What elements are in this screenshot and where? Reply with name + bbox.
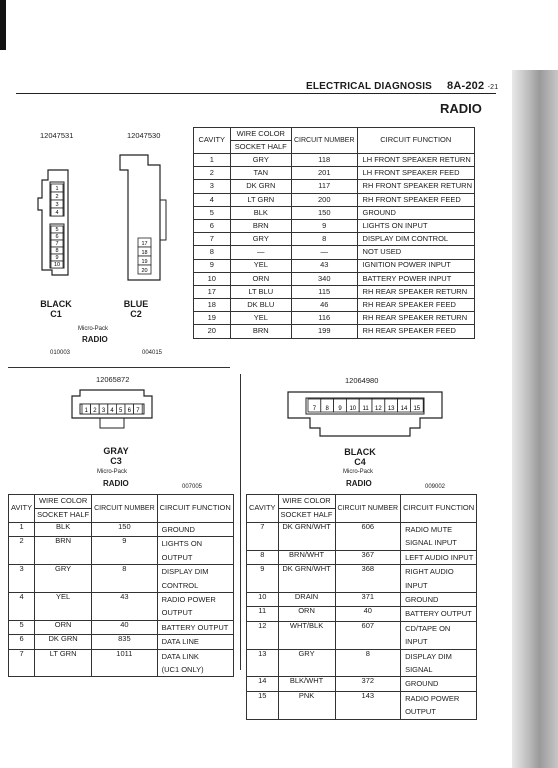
pin-number: 13: [387, 406, 395, 412]
cavity-cell: 5: [194, 206, 231, 219]
pin-number: 5: [55, 227, 59, 233]
table-row: [247, 649, 477, 677]
table-row: [9, 565, 234, 593]
cavity-cell: 10: [247, 593, 279, 607]
wire-color-cell: YEL: [35, 593, 92, 621]
table-row: [194, 206, 475, 219]
table-row: [194, 272, 475, 285]
wire-color-cell: YEL: [230, 259, 291, 272]
table-row: [247, 565, 477, 593]
circuit-function-cell: [157, 537, 233, 565]
circuit-number-cell: 43: [291, 259, 357, 272]
pin-number: 8: [325, 406, 329, 412]
circuit-function-line: OUTPUT: [405, 707, 436, 717]
circuit-function-cell: [401, 621, 477, 649]
table-row: [247, 677, 477, 691]
circuit-function-line: SIGNAL: [405, 665, 433, 675]
circuit-function-cell: [401, 523, 477, 551]
circuit-number-cell: —: [291, 246, 357, 259]
circuit-number-cell: 143: [335, 691, 401, 719]
section-title: ELECTRICAL DIAGNOSIS: [306, 81, 433, 92]
circuit-function-cell: DISPLAY DIM CONTROL: [357, 233, 474, 246]
pin-number: 3: [101, 408, 106, 414]
wire-color-cell: DK GRN/WHT: [278, 565, 335, 593]
pin-number: 6: [127, 408, 131, 414]
c1-c2-system: RADIO: [82, 335, 108, 344]
wire-color-cell: BLK: [35, 523, 92, 537]
column-divider: [240, 374, 241, 670]
circuit-function-line: OUTPUT: [161, 552, 193, 562]
c3-code: 007005: [182, 484, 203, 490]
circuit-function-line: BATTERY OUTPUT: [161, 622, 229, 632]
circuit-number-cell: 115: [291, 285, 357, 298]
table-row: [194, 299, 475, 312]
col-socket-half: SOCKET HALF: [35, 509, 92, 523]
circuit-function-cell: [401, 565, 477, 593]
cavity-cell: 18: [194, 299, 231, 312]
circuit-function-cell: [401, 550, 477, 564]
cavity-cell: 19: [194, 312, 231, 325]
wire-color-cell: GRY: [35, 565, 92, 593]
circuit-function-cell: [157, 620, 233, 634]
circuit-function-line: DISPLAY DIM: [405, 651, 452, 661]
circuit-function-cell: RH REAR SPEAKER FEED: [357, 325, 474, 338]
circuit-number-cell: 340: [291, 272, 357, 285]
circuit-function-cell: RH REAR SPEAKER RETURN: [357, 285, 474, 298]
cavity-cell: 7: [9, 649, 35, 677]
pin-number: 17: [141, 241, 148, 247]
c1-c2-type: Micro-Pack: [78, 326, 109, 332]
circuit-number-cell: 606: [335, 523, 401, 551]
table-row: [9, 537, 234, 565]
col-cavity: CAVITY: [247, 495, 279, 523]
col-cavity: AVITY: [9, 495, 35, 523]
c1-pin-labels: [51, 184, 63, 268]
cavity-cell: 7: [194, 233, 231, 246]
table-row: [9, 620, 234, 634]
cavity-cell: 11: [247, 607, 279, 621]
col-socket-half: SOCKET HALF: [278, 509, 335, 523]
wire-color-cell: GRY: [278, 649, 335, 677]
c3-connector-diagram: [66, 386, 158, 436]
c2-code: 004015: [142, 350, 163, 356]
circuit-number-cell: 835: [92, 635, 158, 649]
c3-table: [8, 494, 234, 677]
circuit-function-cell: [401, 649, 477, 677]
circuit-number-cell: 1011: [92, 649, 158, 677]
page-title: RADIO: [440, 101, 482, 116]
wire-color-cell: GRY: [230, 233, 291, 246]
circuit-function-cell: LIGHTS ON INPUT: [357, 219, 474, 232]
c4-type: Micro-Pack: [343, 469, 374, 475]
c1-c2-connector-diagram: [20, 140, 180, 290]
c1-label: BLACK C1: [40, 299, 72, 320]
circuit-number-cell: 9: [92, 537, 158, 565]
circuit-number-cell: 199: [291, 325, 357, 338]
cavity-cell: 1: [9, 523, 35, 537]
binding-shadow: [0, 0, 6, 50]
table-row: [247, 607, 477, 621]
wire-color-cell: BRN: [35, 537, 92, 565]
table-row: [194, 193, 475, 206]
circuit-function-cell: [401, 677, 477, 691]
circuit-number-cell: 118: [291, 154, 357, 167]
circuit-function-cell: [157, 523, 233, 537]
cavity-cell: 3: [9, 565, 35, 593]
wire-color-cell: DK BLU: [230, 299, 291, 312]
table-row: [194, 233, 475, 246]
wire-color-cell: PNK: [278, 691, 335, 719]
circuit-number-cell: 372: [335, 677, 401, 691]
table-row: [9, 635, 234, 649]
circuit-function-line: LIGHTS ON: [161, 539, 203, 549]
circuit-number-cell: 607: [335, 621, 401, 649]
circuit-number-cell: 200: [291, 193, 357, 206]
circuit-number-cell: 8: [335, 649, 401, 677]
wire-color-cell: TAN: [230, 167, 291, 180]
page-edge-shadow: [512, 70, 558, 768]
pin-number: 9: [338, 406, 342, 412]
circuit-number-cell: 117: [291, 180, 357, 193]
section-divider: [8, 367, 230, 368]
cavity-cell: 4: [9, 593, 35, 621]
pin-number: 10: [53, 262, 61, 268]
c4-part-number: 12064980: [345, 376, 379, 385]
table-row: [194, 312, 475, 325]
cavity-cell: 6: [194, 219, 231, 232]
wire-color-cell: YEL: [230, 312, 291, 325]
circuit-function-cell: LH FRONT SPEAKER FEED: [357, 167, 474, 180]
circuit-function-cell: [401, 593, 477, 607]
pin-number: 5: [119, 408, 123, 414]
circuit-number-cell: 8: [291, 233, 357, 246]
col-wire-color: WIRE COLOR: [35, 495, 92, 509]
pin-number: 1: [84, 408, 88, 414]
circuit-function-line: GROUND: [161, 525, 195, 534]
circuit-function-line: OUTPUT: [161, 608, 193, 618]
wire-color-cell: DK GRN/WHT: [278, 523, 335, 551]
cavity-cell: 2: [194, 167, 231, 180]
c4-connector-diagram: [280, 384, 450, 444]
circuit-number-cell: 368: [335, 565, 401, 593]
table-row: [247, 621, 477, 649]
circuit-number-cell: 46: [291, 299, 357, 312]
pin-number: 7: [55, 241, 59, 247]
table-row: [9, 649, 234, 677]
circuit-number-cell: 367: [335, 550, 401, 564]
table-row: [247, 691, 477, 719]
c1-c2-table: [193, 127, 475, 339]
pin-number: 8: [55, 248, 59, 254]
circuit-function-cell: [401, 691, 477, 719]
circuit-number-cell: 201: [291, 167, 357, 180]
c1-code: 010003: [50, 350, 71, 356]
circuit-number-cell: 371: [335, 593, 401, 607]
c3-part-number: 12065872: [96, 375, 130, 384]
circuit-function-line: RIGHT AUDIO: [405, 567, 454, 577]
cavity-cell: 3: [194, 180, 231, 193]
table-row: [194, 167, 475, 180]
circuit-function-line: BATTERY OUTPUT: [405, 609, 472, 619]
wire-color-cell: WHT/BLK: [278, 621, 335, 649]
table-row: [247, 550, 477, 564]
wire-color-cell: DK GRN: [230, 180, 291, 193]
pin-number: 15: [413, 406, 421, 412]
pin-number: 9: [55, 255, 59, 261]
col-circuit-function: CIRCUIT FUNCTION: [157, 495, 233, 523]
pin-number: 3: [55, 202, 59, 208]
circuit-number-cell: 8: [92, 565, 158, 593]
header-rule: [16, 93, 496, 94]
circuit-function-line: (UC1 ONLY): [161, 665, 204, 675]
circuit-function-cell: NOT USED: [357, 246, 474, 259]
cavity-cell: 2: [9, 537, 35, 565]
cavity-cell: 12: [247, 621, 279, 649]
pin-number: 14: [400, 406, 408, 412]
wire-color-cell: BRN: [230, 325, 291, 338]
cavity-cell: 4: [194, 193, 231, 206]
circuit-number-cell: 40: [335, 607, 401, 621]
pin-number: 7: [136, 408, 140, 414]
cavity-cell: 13: [247, 649, 279, 677]
cavity-cell: 9: [194, 259, 231, 272]
circuit-function-cell: RH REAR SPEAKER RETURN: [357, 312, 474, 325]
cavity-cell: 7: [247, 523, 279, 551]
col-cavity: CAVITY: [194, 128, 231, 154]
wire-color-cell: LT BLU: [230, 285, 291, 298]
col-circuit-function: CIRCUIT FUNCTION: [357, 128, 474, 154]
c4-table: [246, 494, 477, 720]
page-header: [306, 80, 498, 92]
wire-color-cell: BRN/WHT: [278, 550, 335, 564]
circuit-function-cell: IGNITION POWER INPUT: [357, 259, 474, 272]
c2-part-number: 12047530: [127, 131, 161, 140]
cavity-cell: 10: [194, 272, 231, 285]
cavity-cell: 8: [194, 246, 231, 259]
c3-label: GRAY C3: [103, 446, 129, 467]
cavity-cell: 14: [247, 677, 279, 691]
cavity-cell: 8: [247, 550, 279, 564]
circuit-function-line: RADIO MUTE: [405, 525, 453, 534]
circuit-function-line: GROUND: [405, 679, 439, 689]
wire-color-cell: LT GRN: [230, 193, 291, 206]
wire-color-cell: DRAIN: [278, 593, 335, 607]
circuit-function-cell: GROUND: [357, 206, 474, 219]
wire-color-cell: BRN: [230, 219, 291, 232]
pin-number: 10: [349, 406, 357, 412]
c2-label: BLUE C2: [123, 299, 149, 320]
pin-number: 12: [375, 406, 382, 412]
circuit-number-cell: 40: [92, 620, 158, 634]
circuit-function-line: RADIO POWER: [161, 595, 216, 605]
table-row: [247, 523, 477, 551]
circuit-function-line: LEFT AUDIO INPUT: [405, 552, 474, 562]
pin-number: 19: [141, 259, 148, 265]
table-row: [194, 259, 475, 272]
wire-color-cell: BLK: [230, 206, 291, 219]
circuit-function-line: INPUT: [405, 580, 428, 590]
pin-number: 11: [362, 406, 369, 412]
cavity-cell: 6: [9, 635, 35, 649]
col-circuit-number: CIRCUIT NUMBER: [291, 128, 357, 154]
circuit-function-line: DATA LINE: [161, 637, 199, 647]
c4-pin-labels: [308, 399, 423, 412]
circuit-function-cell: BATTERY POWER INPUT: [357, 272, 474, 285]
col-socket-half: SOCKET HALF: [230, 141, 291, 154]
circuit-function-line: CD/TAPE ON: [405, 623, 451, 633]
wire-color-cell: —: [230, 246, 291, 259]
table-row: [194, 285, 475, 298]
circuit-function-line: DISPLAY DIM: [161, 567, 209, 577]
cavity-cell: 20: [194, 325, 231, 338]
circuit-function-cell: [401, 607, 477, 621]
c4-label: BLACK C4: [344, 447, 376, 468]
cavity-cell: 5: [9, 620, 35, 634]
circuit-function-cell: [157, 649, 233, 677]
circuit-number-cell: 150: [291, 206, 357, 219]
circuit-function-cell: [157, 635, 233, 649]
circuit-function-line: CONTROL: [161, 580, 199, 590]
table-row: [247, 593, 477, 607]
circuit-number-cell: 43: [92, 593, 158, 621]
col-circuit-number: CIRCUIT NUMBER: [335, 495, 401, 523]
c3-type: Micro-Pack: [97, 469, 128, 475]
table-row: [194, 246, 475, 259]
table-row: [194, 219, 475, 232]
c4-code: 009002: [425, 484, 446, 490]
circuit-function-cell: LH FRONT SPEAKER RETURN: [357, 154, 474, 167]
col-wire-color: WIRE COLOR: [278, 495, 335, 509]
c1-part-number: 12047531: [40, 131, 74, 140]
pin-number: 1: [55, 186, 59, 192]
c4-system: RADIO: [346, 479, 372, 488]
table-row: [194, 154, 475, 167]
page-number: 8A-202 -21: [447, 80, 499, 92]
pin-number: 4: [55, 210, 59, 216]
c3-pin-labels: [82, 404, 142, 414]
cavity-cell: 1: [194, 154, 231, 167]
circuit-function-line: GROUND: [405, 595, 439, 605]
circuit-function-cell: RH REAR SPEAKER FEED: [357, 299, 474, 312]
wire-color-cell: BLK/WHT: [278, 677, 335, 691]
cavity-cell: 17: [194, 285, 231, 298]
pin-number: 2: [55, 194, 59, 200]
c3-system: RADIO: [103, 479, 129, 488]
table-row: [194, 180, 475, 193]
circuit-function-cell: [157, 565, 233, 593]
col-wire-color: WIRE COLOR: [230, 128, 291, 141]
circuit-number-cell: 150: [92, 523, 158, 537]
pin-number: 20: [141, 268, 148, 274]
wire-color-cell: ORN: [230, 272, 291, 285]
wire-color-cell: LT GRN: [35, 649, 92, 677]
pin-number: 2: [93, 408, 97, 414]
circuit-function-line: RADIO POWER: [405, 693, 460, 703]
circuit-number-cell: 116: [291, 312, 357, 325]
wire-color-cell: ORN: [278, 607, 335, 621]
table-row: [9, 593, 234, 621]
pin-number: 7: [312, 406, 317, 412]
pin-number: 18: [141, 250, 148, 256]
cavity-cell: 15: [247, 691, 279, 719]
circuit-function-cell: RH FRONT SPEAKER RETURN: [357, 180, 474, 193]
table-row: [194, 325, 475, 338]
wire-color-cell: DK GRN: [35, 635, 92, 649]
cavity-cell: 9: [247, 565, 279, 593]
col-circuit-function: CIRCUIT FUNCTION: [401, 495, 477, 523]
circuit-function-line: DATA LINK: [161, 651, 199, 661]
col-circuit-number: CIRCUIT NUMBER: [92, 495, 158, 523]
circuit-function-line: SIGNAL INPUT: [405, 538, 457, 548]
circuit-function-cell: [157, 593, 233, 621]
wire-color-cell: GRY: [230, 154, 291, 167]
wire-color-cell: ORN: [35, 620, 92, 634]
c2-pin-labels: [138, 238, 151, 274]
table-row: [9, 523, 234, 537]
circuit-number-cell: 9: [291, 219, 357, 232]
circuit-function-cell: RH FRONT SPEAKER FEED: [357, 193, 474, 206]
circuit-function-line: INPUT: [405, 637, 428, 647]
pin-number: 6: [55, 234, 59, 240]
pin-number: 4: [110, 408, 114, 414]
